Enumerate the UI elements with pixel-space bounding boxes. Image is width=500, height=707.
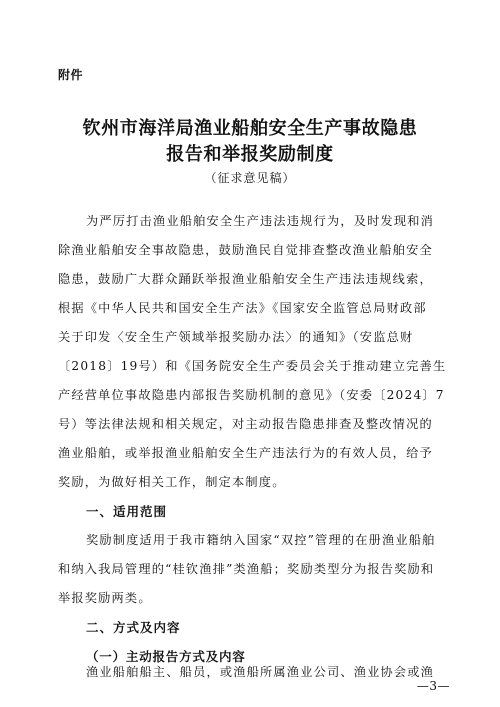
subsection1-line: 渔业船舶船主、船员，或渔船所属渔业公司、渔业协会或渔 bbox=[86, 665, 435, 679]
section1-line: 奖励制度适用于我市籍纳入国家“双控”管理的在册渔业船舶 bbox=[86, 533, 436, 547]
intro-line: 根据《中华人民共和国安全生产法》《国家安全监管总局财政部 bbox=[58, 301, 427, 315]
section1-line: 举报奖励两类。 bbox=[58, 591, 152, 605]
section1-line: 和纳入我局管理的“桂钦渔排”类渔船；奖励类型分为报告奖励和 bbox=[58, 562, 435, 576]
section-heading-methods: 二、方式及内容 bbox=[86, 620, 181, 635]
intro-line: 为严厉打击渔业船舶安全生产违法违规行为，及时发现和消 bbox=[86, 214, 435, 228]
attachment-label: 附件 bbox=[58, 68, 84, 82]
page-number: —3— bbox=[416, 679, 450, 693]
intro-line: 号）等法律法规和相关规定，对主动报告隐患排查及整改情况的 bbox=[58, 417, 433, 431]
intro-line: 产经营单位事故隐患内部报告奖励机制的意见》（安委〔2024〕7 bbox=[58, 388, 445, 402]
intro-line: 渔业船舶，或举报渔业船舶安全生产违法行为的有效人员，给予 bbox=[58, 446, 433, 460]
intro-line: 奖励，为做好相关工作，制定本制度。 bbox=[58, 475, 286, 489]
intro-line: 隐患，鼓励广大群众踊跃举报渔业船舶安全生产违法违规线索， bbox=[58, 272, 433, 286]
intro-line: 除渔业船舶安全事故隐患，鼓励渔民自觉排查整改渔业船舶安全 bbox=[58, 243, 433, 257]
section-heading-scope: 一、适用范围 bbox=[86, 504, 168, 519]
intro-line: 关于印发〈安全生产领域举报奖励办法〉的通知》（安监总财 bbox=[58, 330, 414, 344]
subsection-heading-active-report: （一）主动报告方式及内容 bbox=[86, 649, 246, 664]
document-title-line-1: 钦州市海洋局渔业船舶安全生产事故隐患 bbox=[82, 118, 418, 139]
intro-line: 〔2018〕19号）和《国务院安全生产委员会关于推动建立完善生 bbox=[58, 359, 447, 373]
document-title-line-2: 报告和举报奖励制度 bbox=[166, 144, 334, 165]
document-subtitle: （征求意见稿） bbox=[204, 171, 296, 185]
